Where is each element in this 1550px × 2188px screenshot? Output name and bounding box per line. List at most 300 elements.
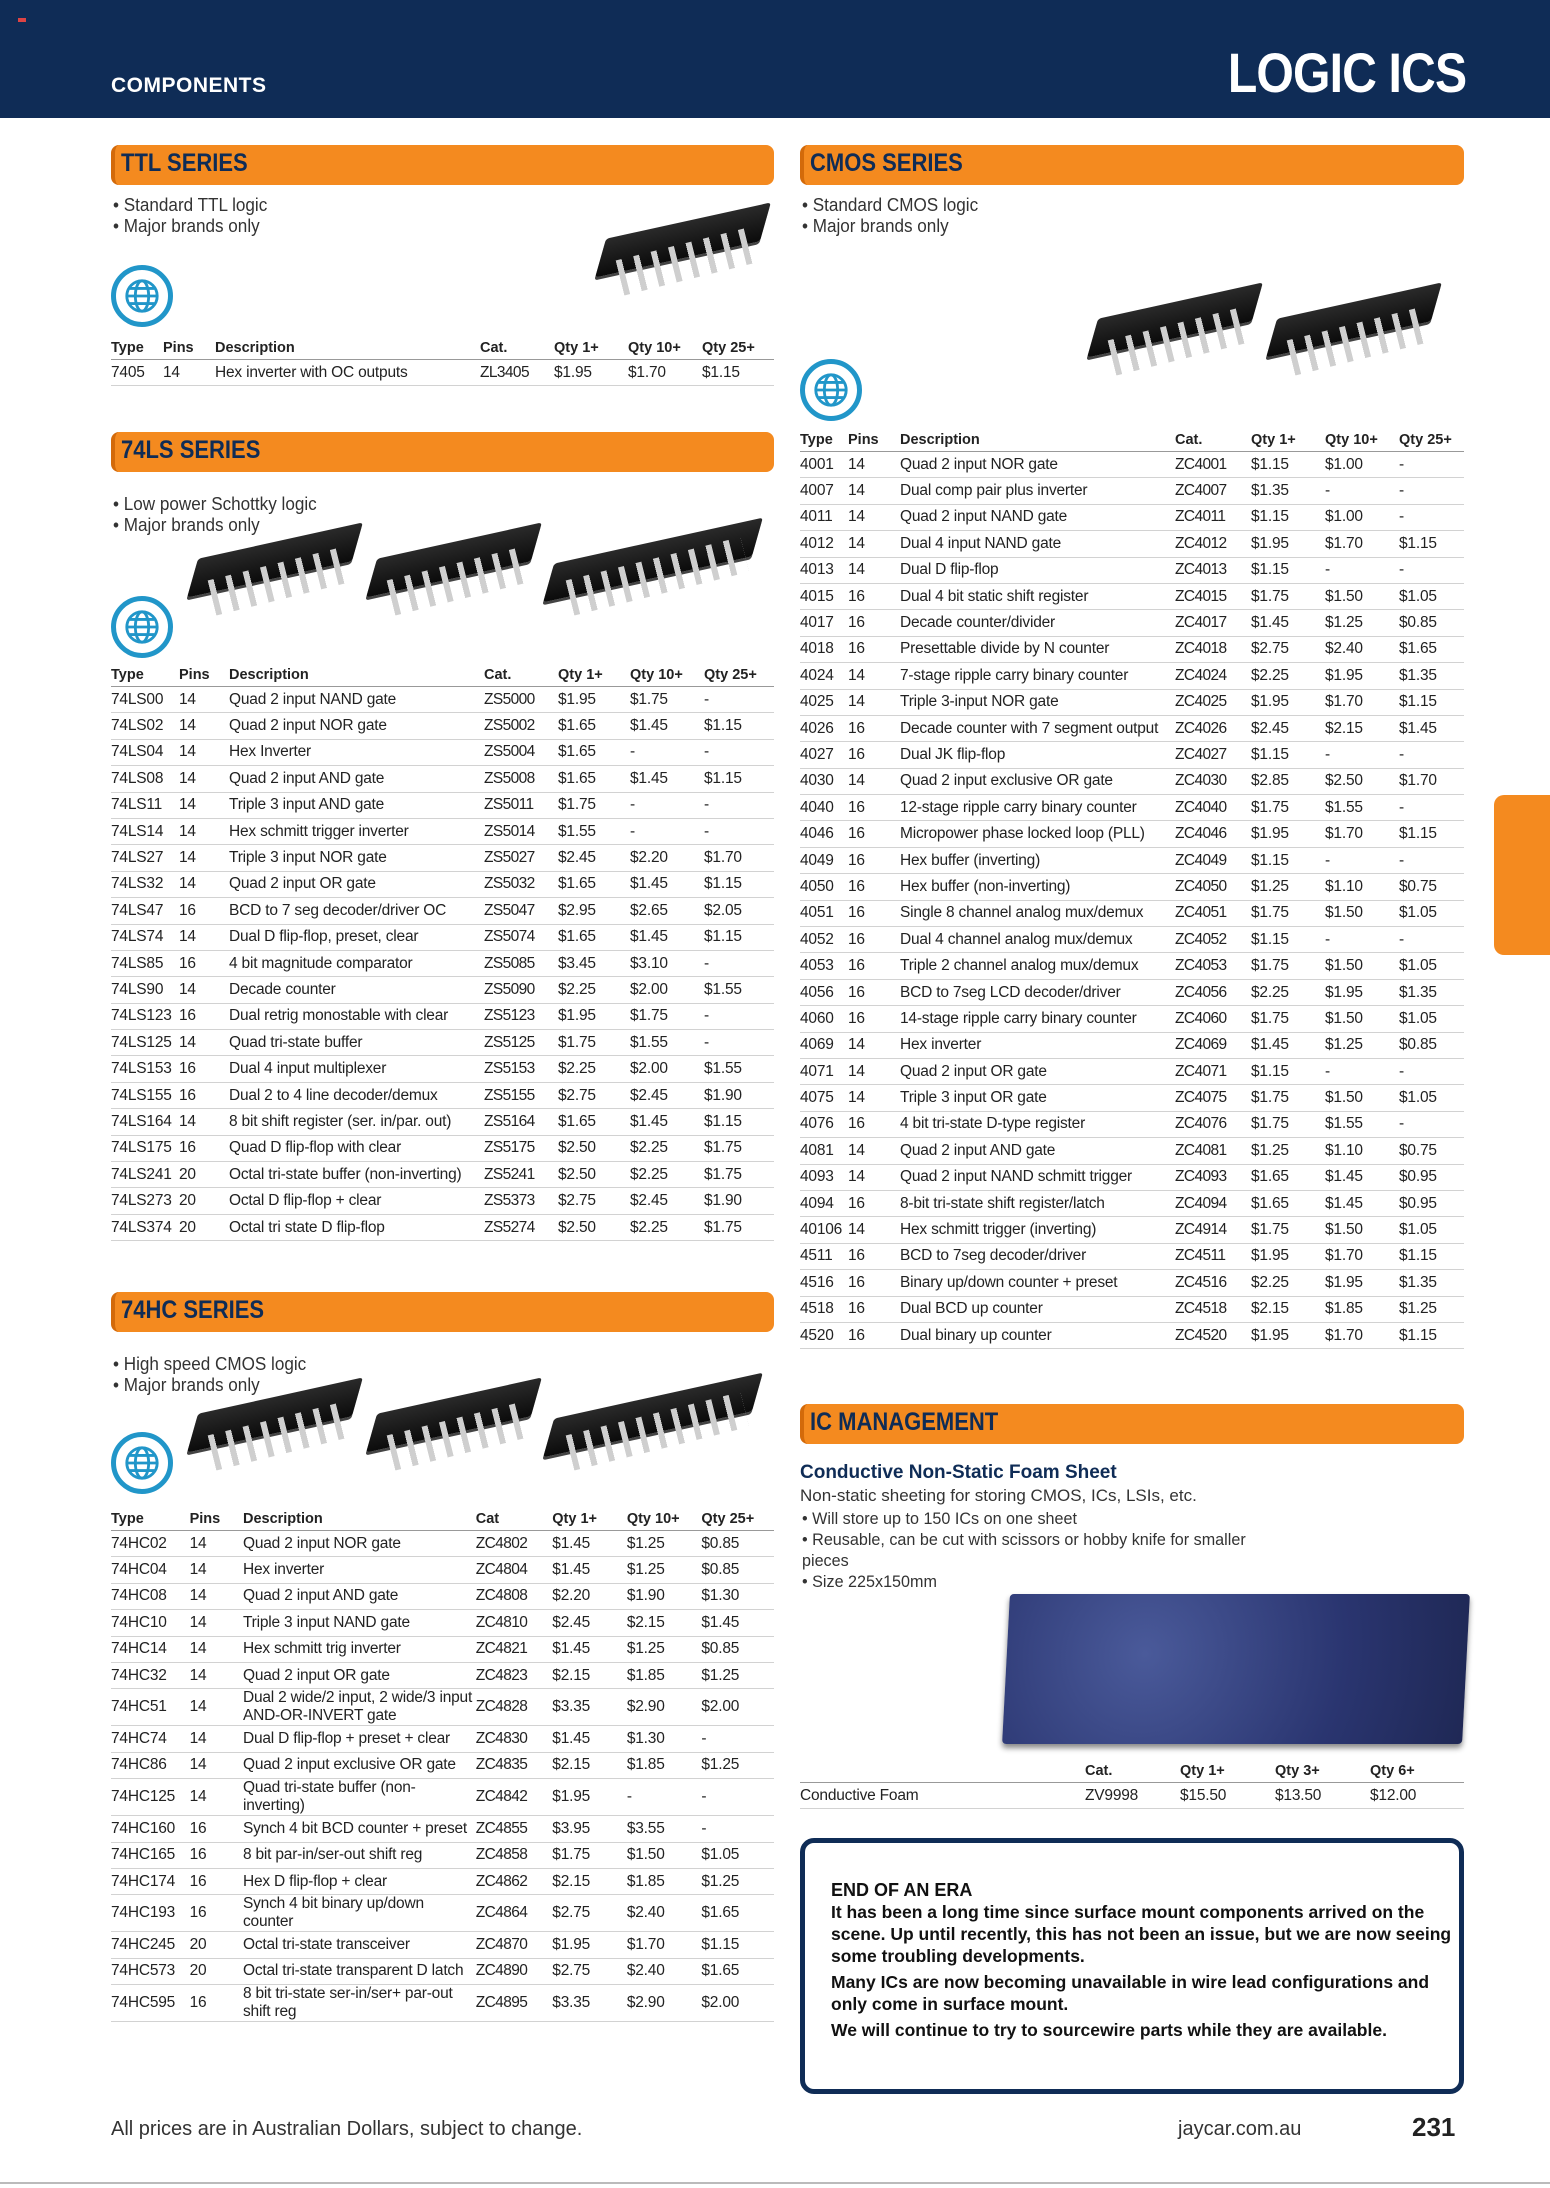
table-cell: $1.85 [627, 1868, 702, 1894]
table-cell: 8 bit par-in/ser-out shift reg [243, 1842, 476, 1868]
product-intro: Non-static sheeting for storing CMOS, ICs, LSIs, etc. [800, 1486, 1197, 1505]
table-cell: ZC4518 [1175, 1296, 1251, 1322]
table-cell: Dual 4 bit static shift register [900, 583, 1175, 609]
table-cell: - [1325, 847, 1399, 873]
table-cell: Dual binary up counter [900, 1322, 1175, 1348]
table-cell: $1.95 [1251, 1243, 1325, 1269]
globe-icon[interactable] [111, 265, 173, 327]
table-cell: 74LS27 [111, 845, 179, 871]
table-cell: $3.35 [552, 1985, 627, 2022]
table-row [111, 1662, 774, 1688]
table-cell: 4518 [800, 1296, 848, 1322]
table-cell: $1.75 [1251, 900, 1325, 926]
table-row [800, 1138, 1464, 1164]
table-cell: $1.95 [1325, 1270, 1399, 1296]
table-cell: ZC4081 [1175, 1138, 1251, 1164]
table-cell: Quad D flip-flop with clear [229, 1135, 484, 1161]
ic-management-section [800, 1404, 1464, 1592]
table-cell: $1.35 [1251, 478, 1325, 504]
table-cell: ZS5090 [484, 977, 558, 1003]
table-cell: 14 [190, 1557, 243, 1583]
table-cell: Dual comp pair plus inverter [900, 478, 1175, 504]
table-cell: $1.15 [701, 1932, 774, 1958]
table-cell: 14 [190, 1583, 243, 1609]
table-cell: 16 [848, 1190, 900, 1216]
table-cell: Dual D flip-flop [900, 557, 1175, 583]
table-cell: ZC4056 [1175, 979, 1251, 1005]
table-cell: 74HC125 [111, 1779, 190, 1816]
table-cell: $12.00 [1370, 1783, 1464, 1809]
table-cell: $2.15 [552, 1662, 627, 1688]
table-cell: $1.75 [1251, 1217, 1325, 1243]
table-cell: $3.95 [552, 1816, 627, 1842]
table-cell: Dual JK flip-flop [900, 742, 1175, 768]
table-row [111, 1109, 774, 1135]
table-row [800, 557, 1464, 583]
table-cell: $2.00 [701, 1689, 774, 1726]
table-cell: $2.00 [630, 977, 704, 1003]
table-cell: $2.90 [627, 1689, 702, 1726]
table-cell: $1.10 [1325, 874, 1399, 900]
table-cell: ZC4052 [1175, 927, 1251, 953]
table-cell: - [704, 818, 774, 844]
table-cell: ZC4069 [1175, 1032, 1251, 1058]
table-cell: - [1399, 927, 1464, 953]
table-cell: $2.75 [552, 1895, 627, 1932]
table-cell: Hex inverter [900, 1032, 1175, 1058]
table-cell: $1.50 [1325, 583, 1399, 609]
table-cell: 14 [190, 1662, 243, 1688]
ic-chip [1269, 290, 1434, 380]
table-row [111, 818, 774, 844]
table-cell: ZC4835 [476, 1752, 553, 1778]
table-cell: 74LS90 [111, 977, 179, 1003]
table-cell: ZC4094 [1175, 1190, 1251, 1216]
column-header: Qty 10+ [627, 1508, 702, 1531]
table-cell: 74HC74 [111, 1726, 190, 1752]
table-cell: Octal tri state D flip-flop [229, 1214, 484, 1240]
ttl-chip-image [598, 210, 763, 300]
table-cell: 8 bit shift register (ser. in/par. out) [229, 1109, 484, 1135]
table-cell: ZC4046 [1175, 821, 1251, 847]
table-cell: $0.75 [1399, 874, 1464, 900]
table-cell: ZC4855 [476, 1816, 553, 1842]
table-cell: 4018 [800, 636, 848, 662]
table-cell: $1.25 [1251, 874, 1325, 900]
table-cell: 16 [848, 795, 900, 821]
table-cell: $1.75 [552, 1842, 627, 1868]
table-header [111, 337, 774, 360]
table-cell: 20 [190, 1932, 243, 1958]
table-cell: $2.15 [552, 1868, 627, 1894]
table-cell: ZV9998 [1085, 1783, 1180, 1809]
table-cell: ZC4007 [1175, 478, 1251, 504]
table-cell: 14 [848, 689, 900, 715]
table-cell: 4052 [800, 927, 848, 953]
table-cell: 16 [848, 610, 900, 636]
table-cell: BCD to 7 seg decoder/driver OC [229, 898, 484, 924]
table-cell: ZS5153 [484, 1056, 558, 1082]
bottom-rule [0, 2182, 1550, 2184]
table-cell: $2.95 [558, 898, 630, 924]
table-cell: 16 [848, 715, 900, 741]
table-cell: $1.90 [627, 1583, 702, 1609]
table-row [800, 1032, 1464, 1058]
table-cell: $1.75 [558, 1030, 630, 1056]
table-cell: 74LS11 [111, 792, 179, 818]
table-cell: $1.55 [704, 977, 774, 1003]
table-cell: $1.25 [701, 1868, 774, 1894]
table-cell: Dual D flip-flop + preset + clear [243, 1726, 476, 1752]
table-cell: 16 [848, 1296, 900, 1322]
table-cell: ZC4810 [476, 1610, 553, 1636]
cmos-bullets [800, 195, 1464, 237]
table-cell: ZC4071 [1175, 1058, 1251, 1084]
column-header: Cat. [1175, 429, 1251, 452]
table-cell: $1.95 [554, 360, 628, 386]
table-cell: 16 [179, 1056, 229, 1082]
bullet: • Low power Schottky logic [113, 494, 741, 515]
table-cell: 16 [848, 874, 900, 900]
table-cell: 74HC02 [111, 1531, 190, 1557]
table-cell: $1.50 [1325, 900, 1399, 926]
table-cell: 16 [179, 1082, 229, 1108]
table-cell: $1.70 [1325, 1322, 1399, 1348]
cmos-banner: CMOS SERIES [800, 145, 1464, 185]
table-cell: Synch 4 bit binary up/down counter [243, 1895, 476, 1932]
column-header: Qty 1+ [558, 664, 630, 687]
table-cell: $1.30 [627, 1726, 702, 1752]
table-cell: Hex schmitt trig inverter [243, 1636, 476, 1662]
column-header: Type [111, 1508, 190, 1531]
table-cell: - [630, 739, 704, 765]
table-cell: 4075 [800, 1085, 848, 1111]
table-cell: ZC4060 [1175, 1006, 1251, 1032]
table-cell: ZC4053 [1175, 953, 1251, 979]
table-cell: $1.75 [1251, 1111, 1325, 1137]
page-number: 231 [1412, 2112, 1456, 2142]
table-cell: $1.45 [630, 713, 704, 739]
table-cell: $2.15 [627, 1610, 702, 1636]
table-cell: $1.15 [1399, 689, 1464, 715]
table-cell: $1.45 [552, 1531, 627, 1557]
table-cell: ZC4025 [1175, 689, 1251, 715]
table-cell: $1.50 [1325, 1217, 1399, 1243]
table-row [111, 1958, 774, 1984]
table-cell: 16 [190, 1985, 243, 2022]
table-cell: ZC4804 [476, 1557, 553, 1583]
footer-note: All prices are in Australian Dollars, subject to change. [111, 2118, 583, 2140]
table-cell: $1.85 [627, 1752, 702, 1778]
column-header: Type [111, 664, 179, 687]
table-row [800, 1058, 1464, 1084]
table-cell: ZC4040 [1175, 795, 1251, 821]
table-cell: $0.95 [1399, 1190, 1464, 1216]
table-cell: $1.65 [558, 713, 630, 739]
table-cell: $1.45 [630, 924, 704, 950]
table-cell: 4001 [800, 452, 848, 478]
table-cell: Quad 2 input NAND gate [229, 687, 484, 713]
table-cell: $1.65 [1399, 636, 1464, 662]
era-paragraph: Many ICs are now becoming unavailable in wire lead configurations and only come in surface mount. [831, 1972, 1430, 2014]
table-cell: Micropower phase locked loop (PLL) [900, 821, 1175, 847]
bullet: • Major brands only [113, 216, 741, 237]
table-cell: 14 [848, 478, 900, 504]
table-cell: $1.45 [1325, 1190, 1399, 1216]
table-cell: 4511 [800, 1243, 848, 1269]
table-cell: 4040 [800, 795, 848, 821]
table-cell: 14 [190, 1689, 243, 1726]
column-header: Pins [163, 337, 215, 360]
table-cell: $1.95 [1251, 689, 1325, 715]
table-cell: $1.75 [1251, 795, 1325, 821]
bullet: • Size 225x150mm [802, 1571, 1256, 1592]
table-row [800, 847, 1464, 873]
table-cell: $1.05 [1399, 900, 1464, 926]
table-cell: $1.15 [704, 766, 774, 792]
table-cell: $1.95 [1251, 821, 1325, 847]
table-cell: $2.75 [558, 1188, 630, 1214]
table-cell: $1.75 [1251, 953, 1325, 979]
table-cell: 16 [190, 1842, 243, 1868]
table-cell: 16 [190, 1868, 243, 1894]
table-row [800, 689, 1464, 715]
table-row [800, 768, 1464, 794]
table-cell: $3.55 [627, 1816, 702, 1842]
table-cell: 14 [179, 687, 229, 713]
table-cell: $1.50 [627, 1842, 702, 1868]
table-cell: $1.15 [1399, 1243, 1464, 1269]
table-cell: 74HC174 [111, 1868, 190, 1894]
table-cell: - [1399, 795, 1464, 821]
table-cell: 14 [848, 1085, 900, 1111]
table-row [800, 953, 1464, 979]
table-cell: 74LS32 [111, 871, 179, 897]
column-header: Qty 1+ [1251, 429, 1325, 452]
table-cell: $1.75 [1251, 1006, 1325, 1032]
table-cell: $1.55 [1325, 795, 1399, 821]
column-header: Cat. [1085, 1760, 1180, 1783]
table-cell: $1.25 [1251, 1138, 1325, 1164]
table-cell: $1.25 [1325, 610, 1399, 636]
table-cell: $2.40 [627, 1958, 702, 1984]
table-cell: $2.15 [552, 1752, 627, 1778]
table-cell: - [1325, 1058, 1399, 1084]
ic-chip [598, 210, 763, 300]
table-cell: ZC4013 [1175, 557, 1251, 583]
column-header: Pins [190, 1508, 243, 1531]
table-cell: 16 [848, 1322, 900, 1348]
ls-chip-image [190, 530, 748, 620]
table-cell: 4012 [800, 531, 848, 557]
table-cell: ZC4001 [1175, 452, 1251, 478]
table-cell: $1.05 [1399, 1006, 1464, 1032]
table-cell: $1.45 [552, 1726, 627, 1752]
table-cell: $2.75 [1251, 636, 1325, 662]
ic-chip [190, 530, 355, 620]
table-row [111, 1583, 774, 1609]
table-cell: 20 [179, 1214, 229, 1240]
table-cell: Octal tri-state buffer (non-inverting) [229, 1162, 484, 1188]
table-cell: $1.05 [1399, 1085, 1464, 1111]
table-cell: ZS5123 [484, 1003, 558, 1029]
table-cell: $1.15 [704, 1109, 774, 1135]
table-cell: Quad 2 input AND gate [900, 1138, 1175, 1164]
table-cell: 74HC86 [111, 1752, 190, 1778]
table-cell: 14 [190, 1779, 243, 1816]
table-row [111, 1868, 774, 1894]
table-cell: 4049 [800, 847, 848, 873]
table-row [800, 1085, 1464, 1111]
table-cell: $1.70 [1325, 1243, 1399, 1269]
table-cell: ZL3405 [480, 360, 554, 386]
hc-table [111, 1508, 774, 2022]
table-row [111, 845, 774, 871]
footer-site[interactable]: jaycar.com.au [1178, 2118, 1302, 2140]
table-cell: $1.25 [701, 1752, 774, 1778]
table-cell: $1.25 [627, 1636, 702, 1662]
table-cell: Octal tri-state transceiver [243, 1932, 476, 1958]
table-row [800, 927, 1464, 953]
table-row [800, 1111, 1464, 1137]
table-cell: Dual D flip-flop, preset, clear [229, 924, 484, 950]
table-cell: 14 [179, 818, 229, 844]
table-row [800, 1270, 1464, 1296]
table-cell: 4 bit magnitude comparator [229, 950, 484, 976]
table-cell: ZS5008 [484, 766, 558, 792]
table-row [111, 1162, 774, 1188]
table-cell: 16 [848, 953, 900, 979]
table-cell: $2.85 [1251, 768, 1325, 794]
ic-chip [190, 1385, 355, 1475]
table-cell: - [1399, 847, 1464, 873]
column-header: Cat. [480, 337, 554, 360]
table-row [111, 977, 774, 1003]
table-cell: 14 [190, 1610, 243, 1636]
table-cell: Dual 2 wide/2 input, 2 wide/3 input AND-OR-INVERT gate [243, 1689, 476, 1726]
table-cell: 74HC193 [111, 1895, 190, 1932]
table-cell: Triple 3 input OR gate [900, 1085, 1175, 1111]
table-cell: 14 [848, 1217, 900, 1243]
table-cell: $1.05 [1399, 583, 1464, 609]
table-cell: $0.95 [1399, 1164, 1464, 1190]
table-cell: - [1325, 927, 1399, 953]
table-cell: Triple 3-input NOR gate [900, 689, 1175, 715]
table-cell: $2.25 [630, 1162, 704, 1188]
table-row [111, 1985, 774, 2022]
page-header [0, 0, 1550, 118]
table-cell: 20 [179, 1162, 229, 1188]
table-row [800, 1164, 1464, 1190]
table-cell: $1.25 [1325, 1032, 1399, 1058]
table-cell: $1.85 [1325, 1296, 1399, 1322]
section-label: COMPONENTS [111, 74, 267, 97]
column-header: Type [111, 337, 163, 360]
table-cell: ZS5155 [484, 1082, 558, 1108]
table-cell: $1.75 [630, 687, 704, 713]
column-header: Cat [476, 1508, 553, 1531]
table-cell: $2.45 [1251, 715, 1325, 741]
table-cell: 74HC245 [111, 1932, 190, 1958]
table-cell: - [1399, 742, 1464, 768]
table-cell: - [1399, 478, 1464, 504]
table-row [800, 742, 1464, 768]
side-tab [1494, 795, 1550, 955]
ic-chip [369, 1385, 534, 1475]
table-row [111, 792, 774, 818]
column-header: Qty 3+ [1275, 1760, 1370, 1783]
table-cell: 74HC08 [111, 1583, 190, 1609]
table-cell: ZC4842 [476, 1779, 553, 1816]
table-row [800, 531, 1464, 557]
table-cell: 4071 [800, 1058, 848, 1084]
table-cell: 74HC14 [111, 1636, 190, 1662]
table-cell: $1.75 [1251, 1085, 1325, 1111]
table-cell: $1.85 [627, 1662, 702, 1688]
table-cell: ZC4093 [1175, 1164, 1251, 1190]
table-row [800, 900, 1464, 926]
icm-bullets [800, 1508, 1280, 1592]
table-cell: $1.65 [1251, 1190, 1325, 1216]
table-cell: 16 [190, 1895, 243, 1932]
table-row [111, 1816, 774, 1842]
table-cell: 14 [163, 360, 215, 386]
table-cell: 14 [190, 1636, 243, 1662]
table-cell: 74LS175 [111, 1135, 179, 1161]
table-cell: Triple 2 channel analog mux/demux [900, 953, 1175, 979]
table-cell: ZC4890 [476, 1958, 553, 1984]
table-cell: ZC4830 [476, 1726, 553, 1752]
table-cell: 14 [190, 1531, 243, 1557]
table-cell: $1.50 [1325, 1006, 1399, 1032]
table-cell: $13.50 [1275, 1783, 1370, 1809]
table-cell: ZS5085 [484, 950, 558, 976]
table-cell: $2.50 [558, 1162, 630, 1188]
table-cell: 74LS00 [111, 687, 179, 713]
table-cell: 4076 [800, 1111, 848, 1137]
table-cell: 4060 [800, 1006, 848, 1032]
table-cell: ZC4024 [1175, 663, 1251, 689]
era-paragraph: It has been a long time since surface mount components arrived on the scene. Up until recently, this has not been an issue, but we are now seeing some troubling developments. [831, 1902, 1452, 1966]
table-row [111, 1752, 774, 1778]
table-cell: 14 [848, 1032, 900, 1058]
globe-icon[interactable] [111, 1432, 173, 1494]
product-title: Conductive Non-Static Foam Sheet [800, 1462, 1117, 1483]
table-row [800, 610, 1464, 636]
table-cell: 4013 [800, 557, 848, 583]
table-cell: $1.25 [701, 1662, 774, 1688]
table-cell: $0.85 [701, 1531, 774, 1557]
table-cell: 16 [848, 583, 900, 609]
table-cell: $2.50 [1325, 768, 1399, 794]
table-cell: 7405 [111, 360, 163, 386]
table-cell: Hex schmitt trigger (inverting) [900, 1217, 1175, 1243]
globe-icon[interactable] [111, 596, 173, 658]
table-cell: ZC4821 [476, 1636, 553, 1662]
table-cell: $1.45 [701, 1610, 774, 1636]
table-cell: 74LS85 [111, 950, 179, 976]
globe-icon[interactable] [800, 359, 862, 421]
table-cell: $2.45 [630, 1188, 704, 1214]
table-row [111, 898, 774, 924]
table-cell: ZS5014 [484, 818, 558, 844]
table-cell: 16 [848, 742, 900, 768]
table-row [111, 1188, 774, 1214]
table-cell: $3.45 [558, 950, 630, 976]
table-cell: ZC4017 [1175, 610, 1251, 636]
column-header: Description [229, 664, 484, 687]
table-cell: 8-bit tri-state shift register/latch [900, 1190, 1175, 1216]
